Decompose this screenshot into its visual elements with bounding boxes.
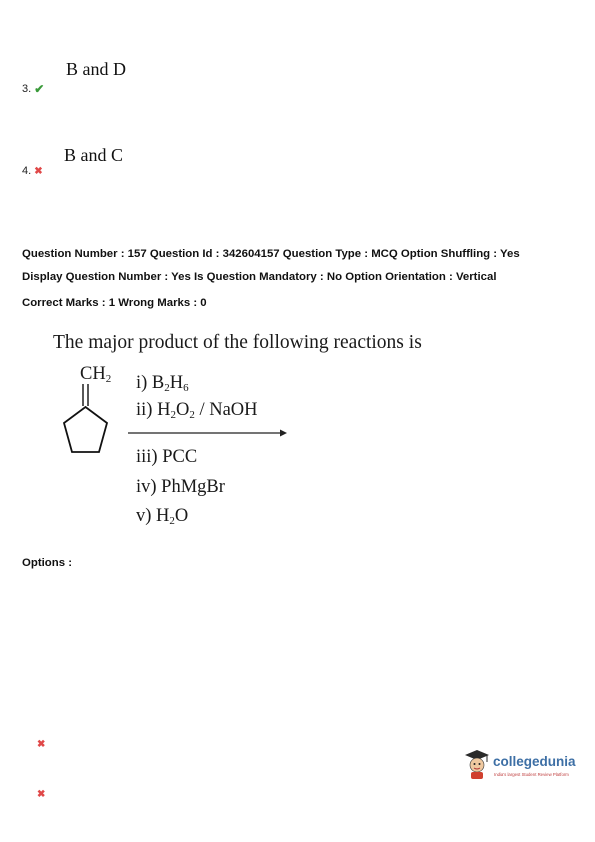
question-stem: The major product of the following reactions is xyxy=(53,332,422,353)
logo-tagline: India's largest Student Review Platform xyxy=(494,772,569,777)
checkmark-icon: ✔ xyxy=(34,82,45,96)
options-label: Options : xyxy=(22,557,72,569)
question-meta-line-2: Display Question Number : Yes Is Question Mandatory : No Option Orientation : Vertical xyxy=(22,271,497,283)
reaction-step-5: v) $H_2O$ xyxy=(136,506,189,527)
option-4-number: 4. xyxy=(22,165,32,177)
reaction-step-3: iii) PCC xyxy=(136,447,198,467)
reaction-step-1: i) $B_2H_6$ xyxy=(136,373,189,394)
graduate-mascot-icon xyxy=(463,748,491,780)
cross-icon: ✖ xyxy=(34,165,43,177)
reaction-step-4: iv) PhMgBr xyxy=(136,477,225,497)
logo-wordmark: collegedunia xyxy=(493,754,576,769)
option-4-text: B and C xyxy=(64,145,124,165)
option-3-marker xyxy=(22,82,44,96)
option-3-number: 3. xyxy=(22,83,32,95)
cyclopentane-ring-structure xyxy=(55,380,115,460)
cross-icon: ✖ xyxy=(37,739,46,750)
reaction-arrow xyxy=(128,427,288,439)
option-4-marker xyxy=(22,165,43,177)
collegedunia-logo xyxy=(463,748,583,782)
question-meta-line-3: Correct Marks : 1 Wrong Marks : 0 xyxy=(22,297,207,309)
cross-icon: ✖ xyxy=(37,789,46,800)
question-meta-line-1: Question Number : 157 Question Id : 342604157 Question Type : MCQ Option Shuffling : Yes xyxy=(22,248,520,260)
option-3-text: B and D xyxy=(66,59,126,79)
reaction-step-2: ii) $H_2O_2$ / NaOH xyxy=(136,400,258,421)
substituent-label: $CH_2$ xyxy=(80,364,112,385)
